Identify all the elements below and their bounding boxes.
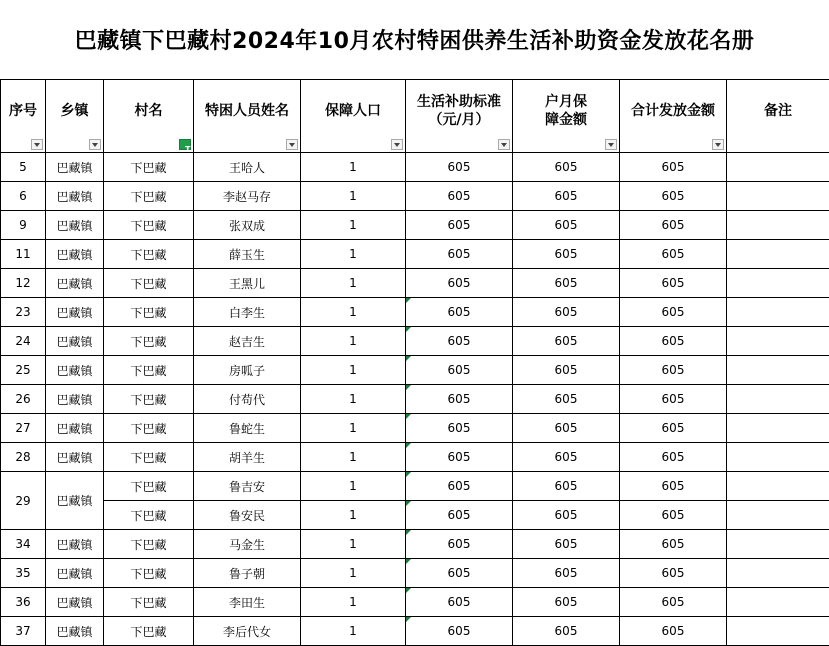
row-note-cell[interactable] (727, 530, 829, 559)
row-note-cell[interactable] (727, 240, 829, 269)
row-town-cell[interactable]: 巴藏镇 (46, 559, 104, 588)
text-number-marker-icon (406, 414, 411, 419)
row-note-cell[interactable] (727, 588, 829, 617)
cell-value: 605 (447, 363, 471, 377)
row-count-cell[interactable]: 1 (301, 588, 406, 617)
cell-value: 605 (447, 450, 471, 464)
row-town-cell[interactable]: 巴藏镇 (46, 269, 104, 298)
header-note (727, 80, 829, 153)
row-note-cell[interactable] (727, 356, 829, 385)
row-note-cell[interactable] (727, 443, 829, 472)
table-row (1, 240, 829, 269)
row-village-cell[interactable]: 下巴藏 (104, 472, 194, 501)
cell-value: 605 (447, 479, 471, 493)
row-household-cell[interactable]: 605 (513, 182, 620, 211)
row-village-cell[interactable]: 下巴藏 (104, 240, 194, 269)
row-village-cell[interactable]: 下巴藏 (104, 530, 194, 559)
row-name-cell[interactable]: 李赵马存 (194, 182, 301, 211)
roster-table (0, 79, 829, 646)
header-town (46, 80, 104, 153)
row-village-cell[interactable]: 下巴藏 (104, 327, 194, 356)
filter-dropdown-icon[interactable] (605, 139, 617, 150)
row-name-cell[interactable]: 鲁蛇生 (194, 414, 301, 443)
row-name-cell[interactable]: 薛玉生 (194, 240, 301, 269)
row-note-cell[interactable] (727, 617, 829, 646)
header-label: 备注 (764, 103, 792, 119)
row-village-cell[interactable]: 下巴藏 (104, 559, 194, 588)
row-village-cell[interactable]: 下巴藏 (104, 588, 194, 617)
row-town-cell[interactable]: 巴藏镇 (46, 327, 104, 356)
header-label: 生活补助标准 （元/月） (417, 94, 501, 128)
row-note-cell[interactable] (727, 182, 829, 211)
row-town-cell[interactable]: 巴藏镇 (46, 617, 104, 646)
header-label: 保障人口 (325, 103, 381, 119)
row-count-cell[interactable]: 1 (301, 240, 406, 269)
table-row (1, 530, 829, 559)
row-name-cell[interactable]: 李后代女 (194, 617, 301, 646)
row-village-cell[interactable]: 下巴藏 (104, 617, 194, 646)
text-number-marker-icon (406, 472, 411, 477)
row-standard-cell[interactable] (406, 530, 513, 559)
row-name-cell[interactable]: 马金生 (194, 530, 301, 559)
row-standard-cell[interactable] (406, 588, 513, 617)
row-household-cell[interactable]: 605 (513, 443, 620, 472)
cell-value: 605 (447, 595, 471, 609)
row-total-cell[interactable]: 605 (620, 530, 727, 559)
row-note-cell[interactable] (727, 501, 829, 530)
row-seq-cell[interactable]: 37 (1, 617, 46, 646)
row-count-cell[interactable]: 1 (301, 472, 406, 501)
row-name-cell[interactable]: 鲁吉安 (194, 472, 301, 501)
row-count-cell[interactable]: 1 (301, 269, 406, 298)
row-village-cell[interactable]: 下巴藏 (104, 414, 194, 443)
cell-value: 605 (447, 421, 471, 435)
table-row (1, 588, 829, 617)
row-count-cell[interactable]: 1 (301, 559, 406, 588)
row-town-cell[interactable]: 巴藏镇 (46, 211, 104, 240)
table-row (1, 501, 829, 530)
header-name (194, 80, 301, 153)
header-village (104, 80, 194, 153)
row-total-cell[interactable]: 605 (620, 414, 727, 443)
row-count-cell[interactable]: 1 (301, 298, 406, 327)
row-total-cell[interactable]: 605 (620, 385, 727, 414)
row-household-cell[interactable]: 605 (513, 530, 620, 559)
row-total-cell[interactable]: 605 (620, 298, 727, 327)
row-village-cell[interactable]: 下巴藏 (104, 356, 194, 385)
row-standard-cell[interactable] (406, 501, 513, 530)
row-note-cell[interactable] (727, 269, 829, 298)
row-village-cell[interactable]: 下巴藏 (104, 385, 194, 414)
header-label: 村名 (134, 103, 163, 119)
row-name-cell[interactable]: 鲁安民 (194, 501, 301, 530)
cell-value: 605 (447, 508, 471, 522)
row-seq-cell[interactable]: 29 (1, 472, 46, 530)
row-count-cell[interactable]: 1 (301, 443, 406, 472)
row-seq-cell[interactable]: 24 (1, 327, 46, 356)
row-village-cell[interactable]: 下巴藏 (104, 182, 194, 211)
row-name-cell[interactable]: 王哈人 (194, 153, 301, 182)
row-total-cell[interactable]: 605 (620, 182, 727, 211)
row-standard-cell[interactable]: 605 (406, 269, 513, 298)
row-household-cell[interactable]: 605 (513, 559, 620, 588)
row-total-cell[interactable]: 605 (620, 472, 727, 501)
filter-dropdown-icon[interactable] (89, 139, 101, 150)
row-total-cell[interactable]: 605 (620, 617, 727, 646)
row-standard-cell[interactable] (406, 327, 513, 356)
row-standard-cell[interactable] (406, 559, 513, 588)
row-town-cell[interactable]: 巴藏镇 (46, 588, 104, 617)
header-household (513, 80, 620, 153)
sheet-title: 巴藏镇下巴藏村2024年10月农村特困供养生活补助资金发放花名册 (74, 29, 755, 54)
table-row (1, 385, 829, 414)
row-household-cell[interactable]: 605 (513, 356, 620, 385)
cell-value: 605 (447, 305, 471, 319)
row-note-cell[interactable] (727, 153, 829, 182)
table-row (1, 327, 829, 356)
cell-value: 605 (447, 392, 471, 406)
header-count (301, 80, 406, 153)
row-total-cell[interactable]: 605 (620, 588, 727, 617)
row-total-cell[interactable]: 605 (620, 443, 727, 472)
filter-dropdown-icon[interactable] (498, 139, 510, 150)
row-standard-cell[interactable]: 605 (406, 153, 513, 182)
text-number-marker-icon (406, 588, 411, 593)
row-name-cell[interactable]: 王黑儿 (194, 269, 301, 298)
row-name-cell[interactable]: 鲁子朝 (194, 559, 301, 588)
row-seq-cell[interactable]: 26 (1, 385, 46, 414)
row-village-cell[interactable]: 下巴藏 (104, 211, 194, 240)
header-standard (406, 80, 513, 153)
table-row (1, 356, 829, 385)
row-note-cell[interactable] (727, 298, 829, 327)
row-total-cell[interactable]: 605 (620, 269, 727, 298)
table-row (1, 559, 829, 588)
header-total (620, 80, 727, 153)
row-seq-cell[interactable]: 25 (1, 356, 46, 385)
header-seq (1, 80, 46, 153)
row-total-cell[interactable]: 605 (620, 153, 727, 182)
table-row (1, 443, 829, 472)
row-count-cell[interactable]: 1 (301, 327, 406, 356)
row-note-cell[interactable] (727, 559, 829, 588)
row-total-cell[interactable]: 605 (620, 501, 727, 530)
row-seq-cell[interactable]: 23 (1, 298, 46, 327)
row-village-cell[interactable]: 下巴藏 (104, 153, 194, 182)
row-note-cell[interactable] (727, 414, 829, 443)
row-total-cell[interactable]: 605 (620, 240, 727, 269)
cell-value: 605 (447, 624, 471, 638)
row-name-cell[interactable]: 付苟代 (194, 385, 301, 414)
header-label: 合计发放金额 (631, 103, 715, 119)
filter-dropdown-icon[interactable] (286, 139, 298, 150)
table-row (1, 182, 829, 211)
row-note-cell[interactable] (727, 385, 829, 414)
row-seq-cell[interactable]: 36 (1, 588, 46, 617)
text-number-marker-icon (406, 356, 411, 361)
row-note-cell[interactable] (727, 211, 829, 240)
table-row (1, 472, 829, 501)
cell-value: 605 (447, 334, 471, 348)
row-town-cell[interactable]: 巴藏镇 (46, 414, 104, 443)
row-town-cell[interactable]: 巴藏镇 (46, 182, 104, 211)
row-note-cell[interactable] (727, 472, 829, 501)
table-row (1, 617, 829, 646)
row-household-cell[interactable]: 605 (513, 617, 620, 646)
row-standard-cell[interactable] (406, 617, 513, 646)
row-seq-cell[interactable]: 12 (1, 269, 46, 298)
row-name-cell[interactable]: 赵吉生 (194, 327, 301, 356)
text-number-marker-icon (406, 298, 411, 303)
row-standard-cell[interactable] (406, 298, 513, 327)
row-town-cell[interactable]: 巴藏镇 (46, 153, 104, 182)
row-count-cell[interactable]: 1 (301, 617, 406, 646)
filter-dropdown-icon[interactable] (31, 139, 43, 150)
row-standard-cell[interactable] (406, 356, 513, 385)
filter-dropdown-icon[interactable] (712, 139, 724, 150)
row-seq-cell[interactable]: 35 (1, 559, 46, 588)
row-total-cell[interactable]: 605 (620, 356, 727, 385)
row-seq-cell[interactable]: 27 (1, 414, 46, 443)
cell-value: 605 (447, 566, 471, 580)
row-household-cell[interactable]: 605 (513, 211, 620, 240)
row-town-cell[interactable]: 巴藏镇 (46, 472, 104, 530)
row-household-cell[interactable]: 605 (513, 269, 620, 298)
row-seq-cell[interactable]: 9 (1, 211, 46, 240)
header-label: 序号 (9, 103, 37, 119)
row-town-cell[interactable]: 巴藏镇 (46, 240, 104, 269)
row-note-cell[interactable] (727, 327, 829, 356)
row-household-cell[interactable]: 605 (513, 472, 620, 501)
row-village-cell[interactable]: 下巴藏 (104, 298, 194, 327)
row-town-cell[interactable]: 巴藏镇 (46, 385, 104, 414)
row-seq-cell[interactable]: 11 (1, 240, 46, 269)
row-village-cell[interactable]: 下巴藏 (104, 443, 194, 472)
row-count-cell[interactable]: 1 (301, 356, 406, 385)
filter-active-icon[interactable] (179, 139, 191, 150)
row-standard-cell[interactable] (406, 472, 513, 501)
row-town-cell[interactable]: 巴藏镇 (46, 356, 104, 385)
row-name-cell[interactable]: 李田生 (194, 588, 301, 617)
text-number-marker-icon (406, 443, 411, 448)
row-count-cell[interactable]: 1 (301, 530, 406, 559)
row-standard-cell[interactable] (406, 414, 513, 443)
row-household-cell[interactable]: 605 (513, 240, 620, 269)
row-household-cell[interactable]: 605 (513, 414, 620, 443)
header-label: 户月保 障金额 (545, 94, 587, 128)
row-household-cell[interactable]: 605 (513, 298, 620, 327)
row-household-cell[interactable]: 605 (513, 588, 620, 617)
row-count-cell[interactable]: 1 (301, 414, 406, 443)
header-label: 乡镇 (60, 103, 89, 119)
row-standard-cell[interactable]: 605 (406, 211, 513, 240)
table-row (1, 269, 829, 298)
header-row (1, 80, 829, 153)
filter-dropdown-icon[interactable] (391, 139, 403, 150)
table-row (1, 153, 829, 182)
text-number-marker-icon (406, 385, 411, 390)
row-standard-cell[interactable]: 605 (406, 240, 513, 269)
row-village-cell[interactable]: 下巴藏 (104, 501, 194, 530)
text-number-marker-icon (406, 617, 411, 622)
text-number-marker-icon (406, 530, 411, 535)
row-name-cell[interactable]: 张双成 (194, 211, 301, 240)
row-household-cell[interactable]: 605 (513, 327, 620, 356)
cell-value: 605 (447, 537, 471, 551)
row-total-cell[interactable]: 605 (620, 211, 727, 240)
row-town-cell[interactable]: 巴藏镇 (46, 443, 104, 472)
row-count-cell[interactable]: 1 (301, 501, 406, 530)
row-village-cell[interactable]: 下巴藏 (104, 269, 194, 298)
table-row (1, 414, 829, 443)
text-number-marker-icon (406, 501, 411, 506)
table-row (1, 211, 829, 240)
row-standard-cell[interactable] (406, 443, 513, 472)
row-total-cell[interactable]: 605 (620, 327, 727, 356)
row-household-cell[interactable]: 605 (513, 385, 620, 414)
row-count-cell[interactable]: 1 (301, 153, 406, 182)
text-number-marker-icon (406, 327, 411, 332)
row-name-cell[interactable]: 房呱子 (194, 356, 301, 385)
row-total-cell[interactable]: 605 (620, 559, 727, 588)
row-town-cell[interactable]: 巴藏镇 (46, 298, 104, 327)
row-household-cell[interactable]: 605 (513, 153, 620, 182)
row-seq-cell[interactable]: 5 (1, 153, 46, 182)
text-number-marker-icon (406, 559, 411, 564)
row-seq-cell[interactable]: 6 (1, 182, 46, 211)
row-count-cell[interactable]: 1 (301, 211, 406, 240)
row-town-cell[interactable]: 巴藏镇 (46, 530, 104, 559)
row-seq-cell[interactable]: 34 (1, 530, 46, 559)
row-household-cell[interactable]: 605 (513, 501, 620, 530)
header-label: 特困人员姓名 (205, 103, 289, 119)
row-name-cell[interactable]: 胡羊生 (194, 443, 301, 472)
row-standard-cell[interactable] (406, 385, 513, 414)
row-standard-cell[interactable]: 605 (406, 182, 513, 211)
table-row (1, 298, 829, 327)
row-seq-cell[interactable]: 28 (1, 443, 46, 472)
row-count-cell[interactable]: 1 (301, 385, 406, 414)
row-count-cell[interactable]: 1 (301, 182, 406, 211)
row-name-cell[interactable]: 白李生 (194, 298, 301, 327)
